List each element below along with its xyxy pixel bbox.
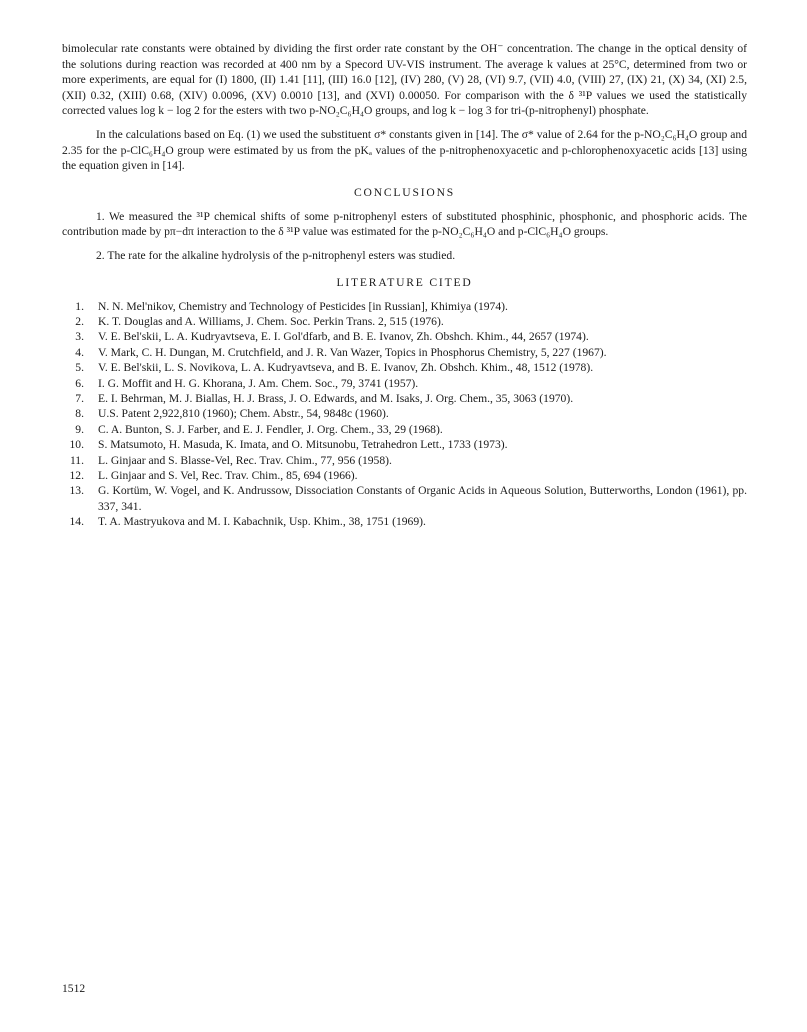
reference-number: 13.	[69, 484, 84, 498]
reference-item	[62, 329, 747, 344]
reference-item	[62, 391, 747, 406]
reference-text: I. G. Moffit and H. G. Khorana, J. Am. Chem. Soc., 79, 3741 (1957).	[98, 376, 419, 390]
reference-text: K. T. Douglas and A. Williams, J. Chem. Soc. Perkin Trans. 2, 515 (1976).	[98, 314, 444, 328]
article-page	[62, 41, 747, 530]
reference-item	[62, 422, 747, 437]
reference-number: 7.	[75, 391, 84, 405]
reference-text: N. N. Mel'nikov, Chemistry and Technology of Pesticides [in Russian], Khimiya (1974).	[98, 299, 508, 313]
reference-number: 1.	[75, 299, 84, 313]
reference-text: L. Ginjaar and S. Vel, Rec. Trav. Chim., 85, 694 (1966).	[98, 469, 358, 482]
reference-text: U.S. Patent 2,922,810 (1960); Chem. Abstr., 54, 9848c (1960).	[98, 407, 389, 421]
body-paragraph-2: In the calculations based on Eq. (1) we used the substituent σ* constants given in [14]. The σ* value of 2.64 for the p-NO₂C₆H₄O group and 2.35 for the p-ClC₆H₄O group were estimated by us from the pKₐ values of the p-nitrophenoxyacetic and p-chlorophenoxyacetic acids [13] using the equation given in [14].	[62, 127, 747, 173]
reference-text: L. Ginjaar and S. Blasse-Vel, Rec. Trav. Chim., 77, 956 (1958).	[98, 453, 392, 467]
reference-text: V. E. Bel'skii, L. S. Novikova, L. A. Kudryavtseva, and B. E. Ivanov, Zh. Obshch. Khim., 48, 1512 (1978).	[98, 361, 594, 375]
reference-item	[62, 360, 747, 375]
reference-number: 12.	[69, 469, 84, 482]
reference-number: 9.	[75, 422, 84, 436]
reference-text: S. Matsumoto, H. Masuda, K. Imata, and O. Mitsunobu, Tetrahedron Lett., 1733 (1973).	[98, 438, 508, 452]
reference-number: 2.	[75, 314, 84, 328]
reference-item	[62, 314, 747, 329]
reference-text: T. A. Mastryukova and M. I. Kabachnik, Usp. Khim., 38, 1751 (1969).	[98, 515, 426, 529]
conclusion-item-2: 2. The rate for the alkaline hydrolysis of the p-nitrophenyl esters was studied.	[96, 248, 456, 262]
reference-item	[62, 345, 747, 360]
reference-text: C. A. Bunton, S. J. Farber, and E. J. Fendler, J. Org. Chem., 33, 29 (1968).	[98, 422, 443, 436]
reference-item	[62, 453, 747, 468]
reference-number: 10.	[69, 438, 84, 452]
reference-item	[62, 299, 747, 314]
page-number: 1512	[62, 982, 86, 995]
reference-text: V. E. Bel'skii, L. A. Kudryavtseva, E. I. Gol'dfarb, and B. E. Ivanov, Zh. Obshch. Khim., 44, 2657 (1974).	[98, 330, 589, 344]
reference-number: 6.	[75, 376, 84, 390]
reference-item	[62, 483, 747, 514]
reference-item	[62, 468, 747, 483]
reference-item	[62, 437, 747, 452]
reference-number: 11.	[69, 453, 84, 467]
reference-number: 14.	[69, 515, 84, 529]
body-paragraph-1: bimolecular rate constants were obtained by dividing the first order rate constant by the OH⁻ concentration. The change in the optical density of the solutions during reaction was recorded at 400 nm by a Specord UV-VIS instrument. The average k values at 25°C, determined from two or more experiments, are equal for (I) 1800, (II) 1.41 [11], (III) 16.0 [12], (IV) 280, (V) 28, (VI) 9.7, (VII) 4.0, (VIII) 27, (IX) 21, (X) 34, (XI) 2.5, (XII) 0.32, (XIII) 0.68, (XIV) 0.0096, (XV) 0.0010 [13], and (XVI) 0.00050. For comparison with the δ ³¹P values we used the statistically corrected values log k − log 2 for the esters with two p-NO₂C₆H₄O groups, and log k − log 3 for tri-(p-nitrophenyl) phosphate.	[62, 42, 747, 118]
reference-item	[62, 406, 747, 421]
reference-number: 3.	[75, 330, 84, 344]
reference-item	[62, 376, 747, 391]
reference-item	[62, 514, 747, 529]
reference-number: 4.	[75, 345, 84, 359]
reference-text: V. Mark, C. H. Dungan, M. Crutchfield, and J. R. Van Wazer, Topics in Phosphorus Chemistry, 5, 227 (1967).	[98, 345, 607, 359]
reference-text: E. I. Behrman, M. J. Biallas, H. J. Brass, J. O. Edwards, and M. Isaks, J. Org. Chem., 35, 3063 (1970).	[98, 391, 574, 405]
conclusions-heading: CONCLUSIONS	[354, 185, 455, 199]
literature-heading: LITERATURE CITED	[336, 275, 473, 289]
reference-number: 8.	[75, 407, 84, 421]
reference-number: 5.	[75, 361, 84, 375]
reference-list	[62, 299, 747, 530]
reference-text: G. Kortüm, W. Vogel, and K. Andrussow, Dissociation Constants of Organic Acids in Aqueous Solution, Butterworths, London (1961), pp. 337, 341.	[98, 484, 747, 513]
conclusion-item-1: 1. We measured the ³¹P chemical shifts of some p-nitrophenyl esters of substituted phosphinic, phosphonic, and phosphoric acids. The contribution made by pπ−dπ interaction to the δ ³¹P value was estimated for the p-NO₂C₆H₄O and p-ClC₆H₄O groups.	[62, 209, 747, 239]
